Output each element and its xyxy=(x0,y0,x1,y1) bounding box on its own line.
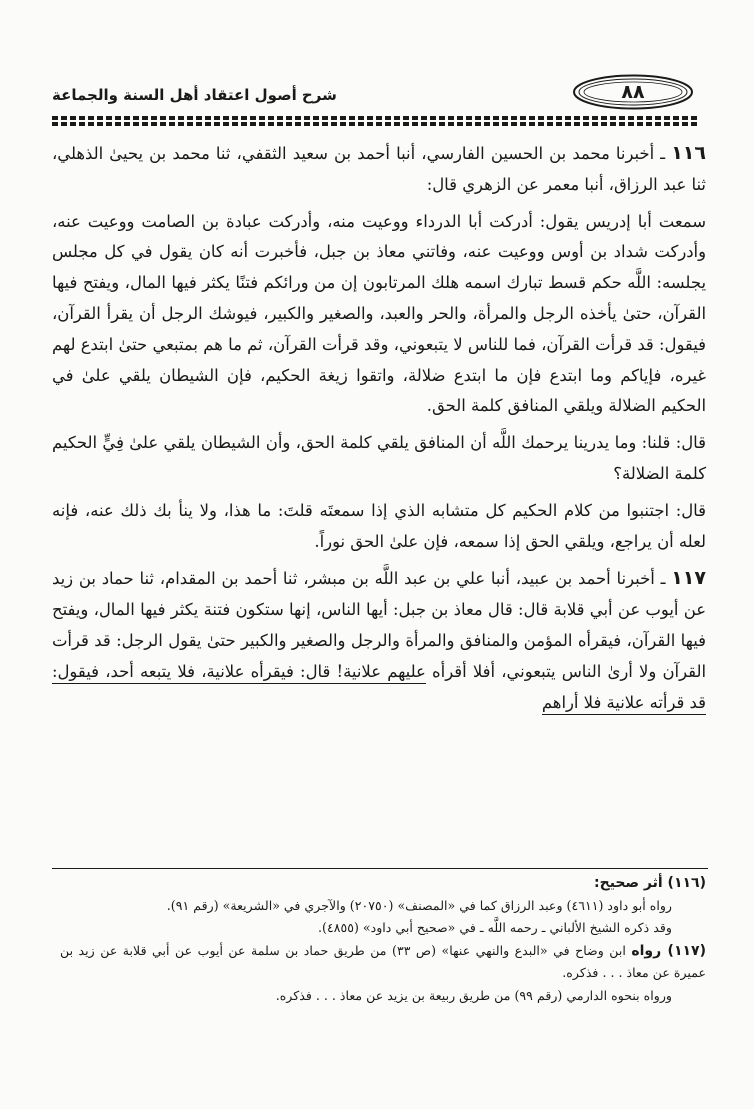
hadith-117-text: ـ أخبرنا أحمد بن عبيد، أنبا علي بن عبد اللَّه بن مبشر، ثنا أحمد بن المقدام، ثنا حماد بن زيد عن أيوب عن أبي قلابة قال: قال معاذ بن جبل: أيها الناس، إنها ستكون فتنة يكثر فيها المال، ويفتح فيها القرآن، فيقرأه المؤمن والمنافق والمرأة والرجل والصغير والكبير حتىٰ يقول الرجل: قد قرأت القرآن ولا أرىٰ الناس يتبعوني، أفلا أقرأه xyxy=(52,569,706,681)
page-number-badge xyxy=(572,74,694,110)
hadith-number: ١١٦ xyxy=(671,142,706,164)
footnotes xyxy=(60,872,706,1007)
hadith-117 xyxy=(52,563,706,718)
hadith-116-question: قال: قلنا: وما يدرينا يرحمك اللَّه أن المنافق يلقي كلمة الحق، وأن الشيطان يلقي علىٰ فِيٍّ الحكيم كلمة الضلالة؟ xyxy=(52,433,706,483)
footnote-117 xyxy=(60,940,706,985)
footnote-116-line: رواه أبو داود (٤٦١١) وعبد الرزاق كما في «المصنف» (٢٠٧٥٠) والآجري في «الشريعة» (رقم ٩١). xyxy=(166,897,672,913)
page-number: ٨٨ xyxy=(621,81,645,103)
hadith-116-answer: قال: اجتنبوا من كلام الحكيم كل متشابه الذي إذا سمعتَه قلتَ: ما هذا، ولا ينأ بك ذلك عنه، فإنه لعله أن يراجع، ويلقي الحق إذا سمعه، فإن علىٰ الحق نوراً. xyxy=(52,500,706,551)
running-header xyxy=(52,74,694,114)
footnote-117-line: ورواه بنحوه الدارمي (رقم ٩٩) من طريق ربيعة بن يزيد عن معاذ . . . فذكره. xyxy=(275,987,672,1003)
footnote-116-heading: (١١٦) أثر صحيح: xyxy=(594,875,706,891)
hadith-116-text: سمعت أبا إدريس يقول: أدركت أبا الدرداء ووعيت منه، وأدركت عبادة بن الصامت ووعيت عنه، وأدركت شداد بن أوس ووعيت عنه، وفاتني معاذ بن جبل، فأخبرت أنه كان يقول في كل مجلس يجلسه: اللَّه حكم قسط تبارك اسمه هلك المرتابون إن من ورائكم فتنًا يكثر فيها المال، ويفتح فيها القرآن، حتىٰ يأخذه الرجل والمرأة، والحر والعبد، والصغير والكبير، فيوشك الرجل أن يقرأ القرآن، فيقول: قد قرأت القرآن، فما للناس لا يتبعوني، وقد قرأت القرآن، ثم ما هم بمتبعي حتىٰ ابتدع لهم غيره، فإياكم وما ابتدع فإن ما ابتدع ضلالة، واتقوا زيغة الحكيم، فإن الشيطان يلقي علىٰ في الحكيم الضلالة ويلقي المنافق كلمة الحق. xyxy=(52,211,706,416)
hadith-117-underlined: عليهم علانية! قال: فيقرأه علانية، فلا يتبعه أحد، فيقول: قد قرأته علانية فلا أراهم xyxy=(52,662,706,715)
header-rule-bottom xyxy=(52,122,698,126)
hadith-116-isnad xyxy=(52,138,706,201)
main-text xyxy=(52,138,706,724)
footnote-117-label: (١١٧) رواه xyxy=(631,942,706,959)
header-rule-top xyxy=(52,116,698,120)
hadith-number: ١١٧ xyxy=(671,567,706,590)
book-title: شرح أصول اعتقاد أهل السنة والجماعة xyxy=(52,86,337,104)
isnad-text: ـ أخبرنا محمد بن الحسين الفارسي، أنبا أحمد بن سعيد الثقفي، ثنا محمد بن يحيىٰ الذهلي، ثنا عبد الرزاق، أنبا معمر عن الزهري قال: xyxy=(52,144,706,194)
footnote-separator xyxy=(52,868,708,869)
footnote-117-line: ابن وضاح في «البدع والنهي عنها» (ص ٣٣) من طريق حماد بن سلمة عن أيوب عن أبي قلابة عن زيد بن عميرة عن معاذ . . . فذكره. xyxy=(60,942,706,980)
footnote-116-line: وقد ذكره الشيخ الألباني ـ رحمه اللَّه ـ في «صحيح أبي داود» (٤٨٥٥). xyxy=(318,920,672,935)
